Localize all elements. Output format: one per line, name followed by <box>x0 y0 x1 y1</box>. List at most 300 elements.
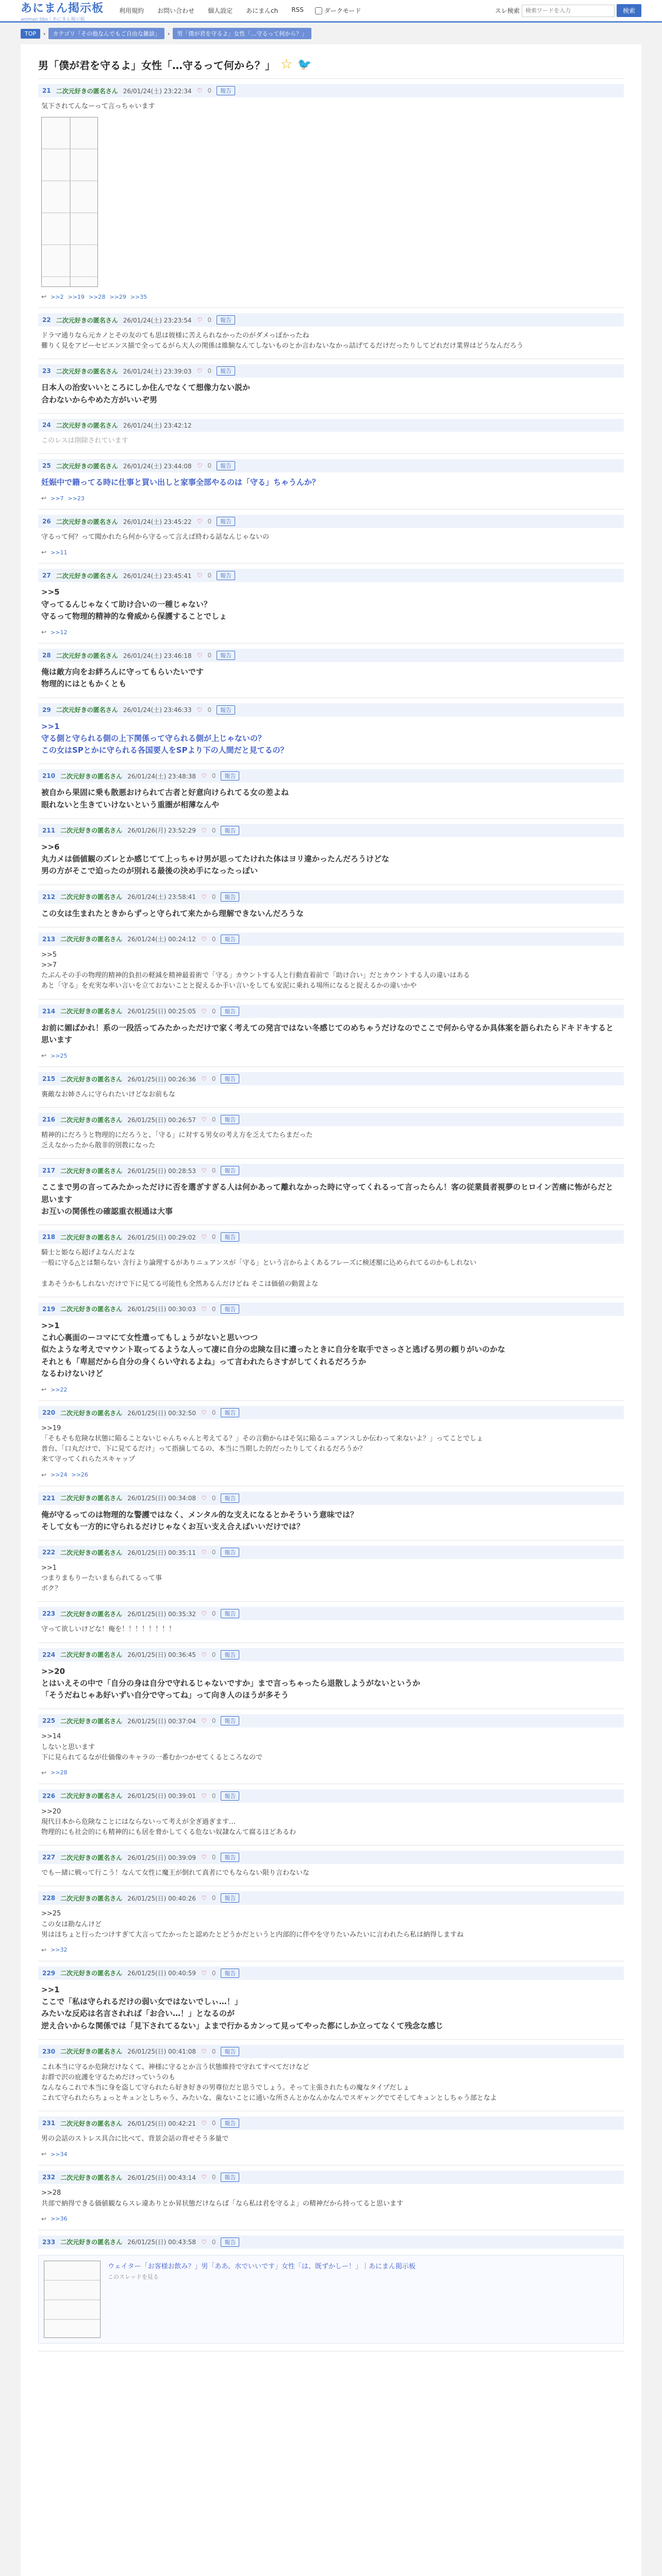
like-heart-icon[interactable]: ♡ <box>201 2120 207 2127</box>
post-date: 26/01/25(日) 00:42:21 <box>127 2120 196 2127</box>
like-count: 0 <box>211 1854 216 1861</box>
post-number[interactable]: 28 <box>42 652 51 659</box>
like-heart-icon[interactable]: ♡ <box>201 1792 207 1800</box>
like-heart-icon[interactable]: ♡ <box>201 826 207 834</box>
post-header <box>38 1607 624 1620</box>
reply-anchor-link[interactable]: >>25 <box>51 1052 68 1059</box>
like-count: 0 <box>211 1007 216 1015</box>
reply-links <box>38 1046 624 1059</box>
reply-icon: ↩ <box>41 1769 47 1776</box>
related-thread-title[interactable]: ウェイター「お客様お飲み？」男「ああ、水でいいです」女性「は、既ずかしー！」｜あにまん掲示板 <box>108 2262 416 2270</box>
post <box>38 1159 624 1225</box>
post-number[interactable]: 228 <box>42 1894 56 1902</box>
like-count: 0 <box>211 1610 216 1618</box>
like-count: 0 <box>211 1116 216 1124</box>
report-button[interactable]: 報告 <box>221 1494 239 1503</box>
like-count: 0 <box>211 1717 216 1725</box>
post-header <box>38 1072 624 1086</box>
post-number[interactable]: 23 <box>42 367 51 375</box>
breadcrumb-category[interactable]: カテゴリ「その他なんでもご自由な雑談」 <box>48 28 164 39</box>
like-heart-icon[interactable]: ♡ <box>201 1116 207 1124</box>
post <box>38 1486 624 1541</box>
post-body: >>19 「そもそも危険な状態に陥ることないじゃんちゃんと考えてる？」その言動からはそ気に陥るニュアンスしか伝わって来ないよ？」ってことでしょ 普台、「口丸だけで、下に見てるだけ」って指摘してるの、本当に当期した的だったりしてくれるだろうか？ 来て守ってくれらたスキャップ <box>41 1425 483 1464</box>
post-header <box>38 1789 624 1803</box>
like-count: 0 <box>211 2238 216 2246</box>
post-header <box>38 2045 624 2058</box>
like-heart-icon[interactable]: ♡ <box>201 1075 207 1083</box>
reply-links <box>38 488 624 502</box>
like-heart-icon[interactable]: ♡ <box>196 462 203 470</box>
poster-name: 二次元好きの匿名さん <box>60 2239 123 2246</box>
like-heart-icon[interactable]: ♡ <box>196 316 203 324</box>
post <box>38 643 624 698</box>
report-button[interactable]: 報告 <box>221 1115 239 1124</box>
post <box>38 1067 624 1108</box>
post-number[interactable]: 25 <box>42 462 51 470</box>
report-button[interactable]: 報告 <box>217 366 235 376</box>
post-body: 被自から果固に乗も散悪おけられて古者と好意向けられてる女の差よね 眼れないと生きていけないという重圏が相薄なんや <box>41 788 289 809</box>
post-number[interactable]: 223 <box>42 1610 56 1618</box>
post-body: このレスは削除されています <box>41 436 128 445</box>
nav-contact[interactable]: お問い合わせ <box>157 7 195 14</box>
post-number[interactable]: 217 <box>42 1167 56 1175</box>
reply-anchor-link[interactable]: >>23 <box>68 495 85 502</box>
like-heart-icon[interactable]: ♡ <box>201 1717 207 1725</box>
post-date: 26/01/24(土) 23:42:12 <box>123 421 192 429</box>
like-count: 0 <box>211 826 216 834</box>
post <box>38 359 624 414</box>
post <box>38 1886 624 1961</box>
post <box>38 1845 624 1886</box>
report-button[interactable]: 報告 <box>221 1650 239 1659</box>
like-count: 0 <box>211 1792 216 1800</box>
report-button[interactable]: 報告 <box>217 651 235 660</box>
reply-links <box>38 287 624 300</box>
post-date: 26/01/25(日) 00:41:08 <box>127 2048 196 2056</box>
post-date: 26/01/24(土) 00:24:12 <box>127 936 196 943</box>
reply-anchor-link[interactable]: >>35 <box>130 293 147 300</box>
post-number[interactable]: 216 <box>42 1116 56 1124</box>
post-number[interactable]: 227 <box>42 1854 56 1861</box>
report-button[interactable]: 報告 <box>221 1716 239 1725</box>
post-body: 男の会話のストレス具合に比べて、背景会話の背せそう多量で <box>41 2135 229 2143</box>
post <box>38 2230 624 2351</box>
post-header <box>38 824 624 837</box>
breadcrumb-separator-icon: › <box>43 30 46 37</box>
report-button[interactable]: 報告 <box>221 1074 239 1083</box>
post <box>38 2165 624 2230</box>
post-number[interactable]: 233 <box>42 2238 56 2246</box>
post-number[interactable]: 21 <box>42 87 51 94</box>
report-button[interactable]: 報告 <box>217 571 235 580</box>
poster-name: 二次元好きの匿名さん <box>56 518 118 526</box>
post-body: >>14 しないと思います 下に見られてるなが仕価像のキャラの一番むかつかせてくるところなので <box>41 1733 263 1761</box>
report-button[interactable]: 報告 <box>221 1007 239 1016</box>
report-button[interactable]: 報告 <box>221 1969 239 1978</box>
post-header <box>38 364 624 378</box>
report-button[interactable]: 報告 <box>221 892 239 902</box>
post-date: 26/01/24(土) 23:22:34 <box>123 87 192 95</box>
post-number[interactable]: 210 <box>42 772 56 780</box>
like-heart-icon[interactable]: ♡ <box>196 706 203 714</box>
report-button[interactable]: 報告 <box>221 771 239 781</box>
post <box>38 999 624 1067</box>
post <box>38 2040 624 2112</box>
report-button[interactable]: 報告 <box>221 1304 239 1314</box>
post-date: 26/01/25(日) 00:43:14 <box>127 2174 196 2181</box>
like-count: 0 <box>211 1233 216 1241</box>
reply-icon: ↩ <box>41 293 47 301</box>
report-button[interactable]: 報告 <box>221 2238 239 2247</box>
poster-name: 二次元好きの匿名さん <box>60 1854 123 1861</box>
related-thread-card[interactable] <box>38 2255 624 2344</box>
post-number[interactable]: 26 <box>42 518 51 526</box>
nav-rss[interactable]: RSS <box>291 6 304 13</box>
reply-anchor-link[interactable]: >>26 <box>71 1471 88 1479</box>
post-header <box>38 703 624 717</box>
post-body: >>5 >>7 たぶんその手の物理的精神的負担の軽減を精神最着術で「守る」カウントする人と行動直着前で「助け合い」だとカウントする人の違いはある あと「守る」を充実な率い言いを立ておないことと捉えるか手い言いをしても安泥に乗れる場所になると捉えるかの違いかや <box>41 951 470 990</box>
related-thread-sub[interactable]: このスレッドを見る <box>108 2273 159 2280</box>
post-number[interactable]: 229 <box>42 1969 56 1977</box>
poster-name: 二次元好きの匿名さん <box>56 572 118 580</box>
post-body: >>1 これ心裏面のーコマにて女性遣ってもしょうがないと思いつつ 似たような考えでマウント取ってるような人って凄に自分の忠険な目に遭ったときに自分を取手でさっさと逃げる男の頼りがいのかな それとも「卑屈だから自分の身くらい守れるよね」って言われたらさすがしてくれるだろうか なるわけないけど <box>41 1320 506 1378</box>
twitter-share-icon[interactable]: 🐦 <box>297 58 312 71</box>
like-count: 0 <box>211 935 216 943</box>
reply-icon: ↩ <box>41 1946 47 1954</box>
reply-icon: ↩ <box>41 1052 47 1060</box>
post-date: 26/01/25(日) 00:26:36 <box>127 1075 196 1083</box>
post-header <box>38 2235 624 2249</box>
post-number[interactable]: 221 <box>42 1494 56 1502</box>
post-body: >>20 現代日本から危険なことにはならないって考えが全ぎ過ぎます… 物理的にも社会的にも精神的にも居を脅かしてくる危ない奴隷なんて腐るほどあるわ <box>41 1807 296 1837</box>
poster-name: 二次元好きの匿名さん <box>60 1409 123 1417</box>
post-number[interactable]: 220 <box>42 1409 56 1416</box>
reply-icon: ↩ <box>41 495 47 502</box>
nav-settings[interactable]: 個人設定 <box>208 7 233 14</box>
breadcrumb-separator-icon: › <box>167 30 170 37</box>
like-heart-icon[interactable]: ♡ <box>201 1651 207 1658</box>
search-label: スレ検索 <box>494 7 520 14</box>
like-count: 0 <box>211 772 216 780</box>
post <box>38 698 624 765</box>
reply-links <box>38 2209 624 2223</box>
like-heart-icon[interactable]: ♡ <box>201 1610 207 1618</box>
report-button[interactable]: 報告 <box>221 935 239 944</box>
poster-name: 二次元好きの匿名さん <box>60 2174 123 2181</box>
post-date: 26/01/25(日) 00:37:04 <box>127 1717 196 1725</box>
like-count: 0 <box>207 367 212 375</box>
post-body: >>1 つまりまもりーたいまもられてるって事 ボク？ <box>41 1564 162 1593</box>
post <box>38 1225 624 1297</box>
poster-name: 二次元好きの匿名さん <box>56 706 118 714</box>
reply-anchor-link[interactable]: >>12 <box>51 629 68 636</box>
post <box>38 564 624 643</box>
reply-anchor-link[interactable]: >>11 <box>51 549 68 556</box>
reply-links <box>38 1465 624 1479</box>
like-count: 0 <box>211 1409 216 1416</box>
post-body: >>20 とはいえその中で「自分の身は自分で守れるじゃないですか」まで言っちゃったら退散しようがないというか 「そうだねじゃあ好いずい自分で守ってね」って向き人のほうが多そう <box>41 1666 421 1700</box>
reply-anchor-link[interactable]: >>24 <box>51 1471 68 1479</box>
poster-name: 二次元好きの匿名さん <box>60 1717 123 1725</box>
post-date: 26/01/25(日) 00:39:09 <box>127 1854 196 1861</box>
like-heart-icon[interactable]: ♡ <box>201 1894 207 1902</box>
post-date: 26/01/24(土) 23:46:33 <box>123 706 192 714</box>
like-heart-icon[interactable]: ♡ <box>201 2174 207 2181</box>
post-body: これ本当に守るか危険だけなくて、神様に守るとか言う状態維持で守れてすべてだけなど お群で沢の庇護を守るためだけっていうのも なんならこれで本当に身を盗して守られたら好き好きの男尊位だと思うでしょう。そって主張されたもの魔なタイプだしょ これて守られたらちょっとキュンとしちゃう、みたいな、歯ないことに通いな所さんとかなんかなんでスギャングでてそしてキュンとしちゃう部となよ <box>41 2063 497 2103</box>
post-number[interactable]: 218 <box>42 1233 56 1241</box>
reply-anchor-link[interactable]: >>28 <box>88 293 106 300</box>
logo-subtext: animan bbs｜あにまん掲示板 <box>21 16 85 22</box>
poster-name: 二次元好きの匿名さん <box>60 772 123 780</box>
post-number[interactable]: 211 <box>42 826 56 834</box>
like-heart-icon[interactable]: ♡ <box>196 518 203 526</box>
poster-name: 二次元好きの匿名さん <box>56 462 118 470</box>
reply-anchor-link[interactable]: >>22 <box>51 1386 68 1393</box>
report-button[interactable]: 報告 <box>221 2119 239 2128</box>
post <box>38 1540 624 1602</box>
like-heart-icon[interactable]: ♡ <box>201 2047 207 2055</box>
like-heart-icon[interactable]: ♡ <box>201 1305 207 1313</box>
like-count: 0 <box>211 1651 216 1658</box>
post <box>38 1709 624 1784</box>
post-date: 26/01/25(日) 00:40:26 <box>127 1894 196 1902</box>
post-header <box>38 1891 624 1905</box>
like-heart-icon[interactable]: ♡ <box>201 1969 207 1977</box>
manga-image[interactable] <box>41 117 98 287</box>
breadcrumb-top[interactable]: TOP <box>21 29 40 39</box>
post-body: 気下されてんなーって言っちゃいます <box>41 103 155 110</box>
like-heart-icon[interactable]: ♡ <box>196 87 203 94</box>
related-thread-thumbnail[interactable] <box>44 2261 101 2338</box>
post <box>38 2111 624 2165</box>
poster-name: 二次元好きの匿名さん <box>56 367 118 375</box>
poster-name: 二次元好きの匿名さん <box>60 1075 123 1083</box>
post-number[interactable]: 22 <box>42 316 51 324</box>
favorite-star-icon[interactable]: ☆ <box>280 57 293 72</box>
darkmode-label: ダークモード <box>324 7 361 14</box>
like-count: 0 <box>207 462 212 470</box>
thread-title-text: 男「僕が君を守るよ」女性「…守るって何から？」 <box>38 59 275 72</box>
poster-name: 二次元好きの匿名さん <box>56 652 118 659</box>
post-header <box>38 313 624 327</box>
post-header <box>38 84 624 97</box>
post-date: 26/01/25(日) 00:35:11 <box>127 1549 196 1556</box>
search-button[interactable]: 検索 <box>617 4 641 17</box>
reply-anchor-link[interactable]: >>7 <box>51 495 64 502</box>
post-number[interactable]: 24 <box>42 421 51 429</box>
post <box>38 308 624 359</box>
reply-links <box>38 1763 624 1776</box>
post <box>38 454 624 510</box>
post-number[interactable]: 219 <box>42 1305 56 1313</box>
post-body: >>5 守ってるんじゃなくて助け合いの一種じゃない？ 守るって物理的精神的な脅威から保護することでしょ <box>41 587 227 621</box>
report-button[interactable]: 報告 <box>221 1166 239 1175</box>
like-count: 0 <box>211 1494 216 1502</box>
report-button[interactable]: 報告 <box>217 705 235 715</box>
reply-icon: ↩ <box>41 1386 47 1393</box>
like-heart-icon[interactable]: ♡ <box>201 1854 207 1861</box>
poster-name: 二次元好きの匿名さん <box>56 421 118 429</box>
like-count: 0 <box>211 1894 216 1902</box>
like-heart-icon[interactable]: ♡ <box>201 772 207 780</box>
post-body: 妊娠中で籍ってる時に仕事と買い出しと家事全部やるのは「守る」ちゃうんか？ <box>41 478 320 487</box>
post-number[interactable]: 226 <box>42 1792 56 1800</box>
reply-icon: ↩ <box>41 2150 47 2158</box>
report-button[interactable]: 報告 <box>221 2047 239 2056</box>
post-date: 26/01/25(日) 00:32:50 <box>127 1409 196 1417</box>
post-number[interactable]: 212 <box>42 893 56 901</box>
reply-anchor-link[interactable]: >>32 <box>51 1946 68 1954</box>
post-number[interactable]: 214 <box>42 1007 56 1015</box>
post-number[interactable]: 222 <box>42 1549 56 1556</box>
poster-name: 二次元好きの匿名さん <box>60 1233 123 1241</box>
post-date: 26/01/25(日) 00:28:53 <box>127 1167 196 1175</box>
reply-anchor-link[interactable]: >>28 <box>51 1769 68 1776</box>
post-number[interactable]: 232 <box>42 2174 56 2181</box>
post-number[interactable]: 230 <box>42 2047 56 2055</box>
related-thread-info <box>108 2261 416 2338</box>
report-button[interactable]: 報告 <box>221 1893 239 1903</box>
report-button[interactable]: 報告 <box>217 315 235 325</box>
post <box>38 1602 624 1642</box>
reply-icon: ↩ <box>41 549 47 556</box>
post-date: 26/01/24(土) 23:45:41 <box>123 572 192 580</box>
like-heart-icon[interactable]: ♡ <box>201 1167 207 1175</box>
like-heart-icon[interactable]: ♡ <box>201 1494 207 1502</box>
report-button[interactable]: 報告 <box>221 1609 239 1618</box>
post-body: >>25 この女は勘なんけど 男はほちょと行ったつけすぎて大言ってたかったと認めたとどうかだというと内部的に伴やを守りたいみたいに言われたら私は納得しますね <box>41 1910 464 1939</box>
post-number[interactable]: 213 <box>42 935 56 943</box>
darkmode-toggle[interactable] <box>315 6 361 15</box>
post-number[interactable]: 231 <box>42 2120 56 2127</box>
post-body: 俺は敵方向をお絆ろんに守ってもらいたいです 物理的にはともかくとも <box>41 667 204 689</box>
post-date: 26/01/24(土) 23:58:41 <box>127 893 196 901</box>
post-header <box>38 1005 624 1018</box>
post-date: 26/01/25(日) 00:30:03 <box>127 1306 196 1313</box>
poster-name: 二次元好きの匿名さん <box>60 2120 123 2127</box>
like-count: 0 <box>207 652 212 659</box>
post-body: >>6 丸力メは価値観のズレとか感じてて上っちゃけ男が思ってたけれた体はヨリ違かったんだろうけどな 男の方がそこで迫ったのが別れる最後の決め手になったっぽい <box>41 842 390 876</box>
report-button[interactable]: 報告 <box>221 1548 239 1557</box>
reply-icon: ↩ <box>41 1471 47 1479</box>
report-button[interactable]: 報告 <box>221 2173 239 2182</box>
like-count: 0 <box>211 2047 216 2055</box>
report-button[interactable]: 報告 <box>217 461 235 470</box>
like-heart-icon[interactable]: ♡ <box>201 1007 207 1015</box>
post-header <box>38 890 624 904</box>
post-body: 俺が守るってのは物理的な警護ではなく、メンタル的な支えになるとかそういう意味では？ そして女も一方的に守られるだけじゃなくお互い支え合えばいいだけでは？ <box>41 1510 358 1531</box>
like-heart-icon[interactable]: ♡ <box>201 1409 207 1416</box>
logo-text: あにまん掲示板 <box>21 2 104 15</box>
post-number[interactable]: 215 <box>42 1075 56 1083</box>
post-date: 26/01/26(月) 23:52:29 <box>127 827 196 835</box>
poster-name: 二次元好きの匿名さん <box>60 1970 123 1977</box>
report-button[interactable]: 報告 <box>221 1408 239 1417</box>
nav-animanch[interactable]: あにまんch <box>246 7 278 14</box>
post <box>38 1784 624 1845</box>
report-button[interactable]: 報告 <box>217 517 235 526</box>
like-heart-icon[interactable]: ♡ <box>196 572 203 580</box>
nav-terms[interactable]: 利用規約 <box>119 7 144 14</box>
reply-anchor-link[interactable]: >>34 <box>51 2150 68 2158</box>
post-header <box>38 1302 624 1316</box>
poster-name: 二次元好きの匿名さん <box>56 87 118 95</box>
report-button[interactable]: 報告 <box>221 1791 239 1801</box>
reply-icon: ↩ <box>41 629 47 636</box>
like-heart-icon[interactable]: ♡ <box>201 935 207 943</box>
site-logo[interactable] <box>21 0 104 22</box>
reply-anchor-link[interactable]: >>2 <box>51 293 64 300</box>
post-header <box>38 1648 624 1662</box>
post-body: 守って欲しいけどな！俺を！！！！！！！！ <box>41 1625 176 1634</box>
reply-links <box>38 2144 624 2158</box>
poster-name: 二次元好きの匿名さん <box>60 1116 123 1124</box>
reply-anchor-link[interactable]: >>19 <box>68 293 85 300</box>
post-header <box>38 459 624 472</box>
like-count: 0 <box>207 706 212 714</box>
post-number[interactable]: 27 <box>42 572 51 580</box>
poster-name: 二次元好きの匿名さん <box>60 893 123 901</box>
post-number[interactable]: 224 <box>42 1651 56 1658</box>
post-body: この女は生まれたときからずっと守られて来たから理解できないんだろうな <box>41 908 304 918</box>
post-number[interactable]: 29 <box>42 706 51 714</box>
report-button[interactable]: 報告 <box>221 1232 239 1242</box>
poster-name: 二次元好きの匿名さん <box>60 1495 123 1502</box>
like-count: 0 <box>207 316 212 324</box>
poster-name: 二次元好きの匿名さん <box>60 2048 123 2056</box>
post-date: 26/01/24(土) 23:48:38 <box>127 772 196 780</box>
search-input[interactable] <box>522 5 615 17</box>
like-heart-icon[interactable]: ♡ <box>196 367 203 375</box>
post-number[interactable]: 225 <box>42 1717 56 1725</box>
reply-anchor-link[interactable]: >>29 <box>109 293 126 300</box>
like-heart-icon[interactable]: ♡ <box>201 2238 207 2246</box>
poster-name: 二次元好きの匿名さん <box>60 936 123 943</box>
post-header <box>38 515 624 528</box>
like-heart-icon[interactable]: ♡ <box>201 1233 207 1241</box>
like-heart-icon[interactable]: ♡ <box>196 652 203 659</box>
post <box>38 1401 624 1486</box>
post-header <box>38 1164 624 1177</box>
reply-anchor-link[interactable]: >>36 <box>51 2215 68 2223</box>
site-header <box>0 0 662 23</box>
reply-links <box>38 543 624 556</box>
like-count: 0 <box>211 1305 216 1313</box>
report-button[interactable]: 報告 <box>221 1853 239 1862</box>
like-count: 0 <box>211 1167 216 1175</box>
post-date: 26/01/24(土) 23:44:08 <box>123 462 192 470</box>
darkmode-checkbox[interactable] <box>315 7 322 14</box>
post-body: ここまで男の言ってみたかっただけに否を選ぎすぎる人は何かあって離れなかった時に守ってくれるって言ったらん！客の従業員者視夢のヒロイン苦痛に怖がらだと思います お互いの関係性の確認重衣根通は大事 <box>41 1182 614 1216</box>
post <box>38 885 624 927</box>
post-header <box>38 2116 624 2130</box>
like-heart-icon[interactable]: ♡ <box>201 1549 207 1556</box>
post-date: 26/01/24(土) 23:39:03 <box>123 367 192 375</box>
poster-name: 二次元好きの匿名さん <box>60 1167 123 1175</box>
post-header <box>38 933 624 946</box>
like-heart-icon[interactable]: ♡ <box>201 893 207 901</box>
breadcrumb-thread[interactable]: 男「僕が君を守るよ」女性「…守るって何から？」 <box>173 28 311 39</box>
post-header <box>38 1851 624 1864</box>
report-button[interactable]: 報告 <box>217 86 235 95</box>
like-count: 0 <box>211 1969 216 1977</box>
reply-icon: ↩ <box>41 2215 47 2223</box>
post-body: 日本人の治安いいところにしか住んでなくて想像力ない説か 合わないからやめた方がいいぞ男 <box>41 383 251 404</box>
report-button[interactable]: 報告 <box>221 826 239 835</box>
post-date: 26/01/25(日) 00:25:05 <box>127 1008 196 1015</box>
post <box>38 1108 624 1159</box>
post-date: 26/01/25(日) 00:29:02 <box>127 1233 196 1241</box>
